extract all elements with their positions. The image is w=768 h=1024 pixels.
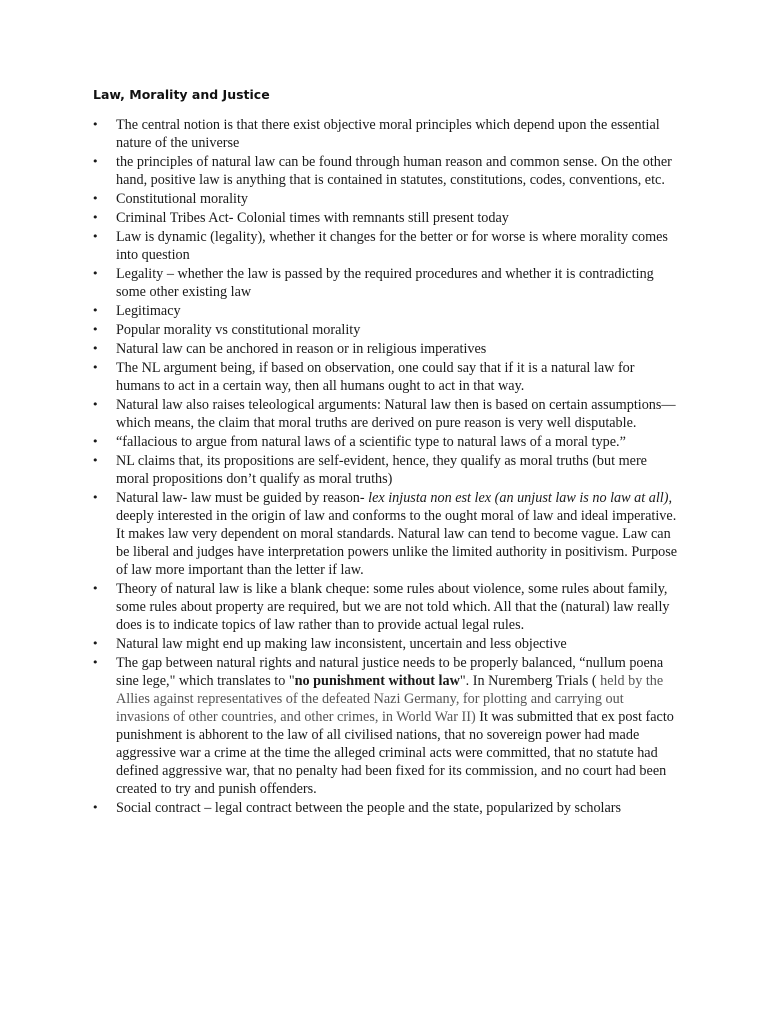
- list-item-text: deeply interested in the origin of law and conforms to the ought moral of law and ideal imperative. It makes law very dependent on moral standards. Natural law can tend to become vague. Law can be liberal and judges have interpretation powers unlike the limited authority in positivism. Purpose of law more important than the letter if law.: [116, 508, 678, 578]
- emphasis-phrase: no punishment without law: [294, 673, 460, 689]
- list-item-text: The gap between natural rights and natural justice needs to be properly balanced, “nullum poena sine lege," which translates to ": [116, 655, 664, 689]
- list-item-text: NL claims that, its propositions are self-evident, hence, they qualify as moral truths (but mere moral propositions don’t qualify as moral truths): [116, 453, 647, 487]
- list-item-text: Natural law might end up making law inconsistent, uncertain and less objective: [116, 636, 567, 652]
- list-item: [0, 452, 768, 488]
- list-item-text: The NL argument being, if based on observation, one could say that if it is a natural law for humans to act in a certain way, then all humans ought to act in that way.: [116, 360, 635, 394]
- list-item-text: the principles of natural law can be found through human reason and common sense. On the other hand, positive law is anything that is contained in statutes, constitutions, codes, conventions, etc.: [116, 154, 672, 188]
- list-item: [0, 799, 768, 817]
- bullet-icon: •: [92, 656, 99, 669]
- list-item-text: Natural law- law must be guided by reason-: [116, 490, 369, 506]
- list-item: [0, 116, 768, 152]
- bullet-icon: •: [92, 342, 99, 355]
- list-item-text: “fallacious to argue from natural laws of a scientific type to natural laws of a moral type.”: [116, 434, 626, 450]
- quoted-definition: held by the Allies against representatives of the defeated Nazi Germany, for plotting and carrying out invasions of other countries, and other crimes, in World War II): [116, 673, 664, 725]
- document-title: Law, Morality and Justice: [93, 87, 270, 102]
- list-item-text: Social contract – legal contract between the people and the state, popularized by scholars: [116, 800, 622, 816]
- bullet-icon: •: [92, 211, 99, 224]
- bullet-icon: •: [92, 118, 99, 131]
- bullet-icon: •: [92, 801, 99, 814]
- bullet-icon: •: [92, 267, 99, 280]
- list-item: [0, 209, 768, 227]
- bullet-icon: •: [92, 491, 99, 504]
- latin-maxim: lex injusta non est lex (an unjust law is no law at all),: [368, 490, 672, 506]
- list-item: [0, 321, 768, 339]
- bullet-icon: •: [92, 192, 99, 205]
- list-item: [0, 190, 768, 208]
- list-item-text: It was submitted that ex post facto punishment is abhorent to the law of all civilised nations, that no sovereign power had made aggressive war a crime at the time the alleged criminal acts were committed, that no statute had defined aggressive war, that no penalty had been fixed for its commission, and no court had been created to try and punish offenders.: [116, 709, 674, 797]
- list-item-text: Constitutional morality: [116, 191, 249, 207]
- list-item-text: Legality – whether the law is passed by the required procedures and whether it is contradicting some other existing law: [116, 266, 654, 300]
- list-item: [0, 396, 768, 432]
- list-item: [0, 359, 768, 395]
- bullet-list: [0, 116, 768, 818]
- list-item: [0, 433, 768, 451]
- bullet-icon: •: [92, 304, 99, 317]
- list-item-text: Theory of natural law is like a blank cheque: some rules about violence, some rules about family, some rules about property are required, but we are not told which. All that the (natural) law really does is to indicate topics of law rather than to provide actual legal rules.: [116, 581, 670, 633]
- bullet-icon: •: [92, 454, 99, 467]
- bullet-icon: •: [92, 155, 99, 168]
- list-item: [0, 635, 768, 653]
- list-item: [0, 228, 768, 264]
- list-item: [0, 302, 768, 320]
- list-item-text: Legitimacy: [116, 303, 181, 319]
- list-item-text: Popular morality vs constitutional morality: [116, 322, 361, 338]
- list-item: [0, 340, 768, 358]
- bullet-icon: •: [92, 323, 99, 336]
- list-item-text: Criminal Tribes Act- Colonial times with remnants still present today: [116, 210, 509, 226]
- list-item-text: Law is dynamic (legality), whether it changes for the better or for worse is where morality comes into question: [116, 229, 668, 263]
- list-item-text: The central notion is that there exist objective moral principles which depend upon the essential nature of the universe: [116, 117, 660, 151]
- bullet-icon: •: [92, 230, 99, 243]
- bullet-icon: •: [92, 361, 99, 374]
- list-item: [0, 580, 768, 634]
- list-item: [0, 654, 768, 798]
- bullet-icon: •: [92, 582, 99, 595]
- list-item: [0, 153, 768, 189]
- list-item-text: Natural law also raises teleological arguments: Natural law then is based on certain assumptions—which means, the claim that moral truths are derived on pure reason is very well disputable.: [116, 397, 676, 431]
- list-item: [0, 265, 768, 301]
- bullet-icon: •: [92, 398, 99, 411]
- bullet-icon: •: [92, 637, 99, 650]
- list-item: [0, 489, 768, 579]
- list-item-text: ". In Nuremberg Trials (: [459, 673, 601, 689]
- bullet-icon: •: [92, 435, 99, 448]
- list-item-text: Natural law can be anchored in reason or in religious imperatives: [116, 341, 487, 357]
